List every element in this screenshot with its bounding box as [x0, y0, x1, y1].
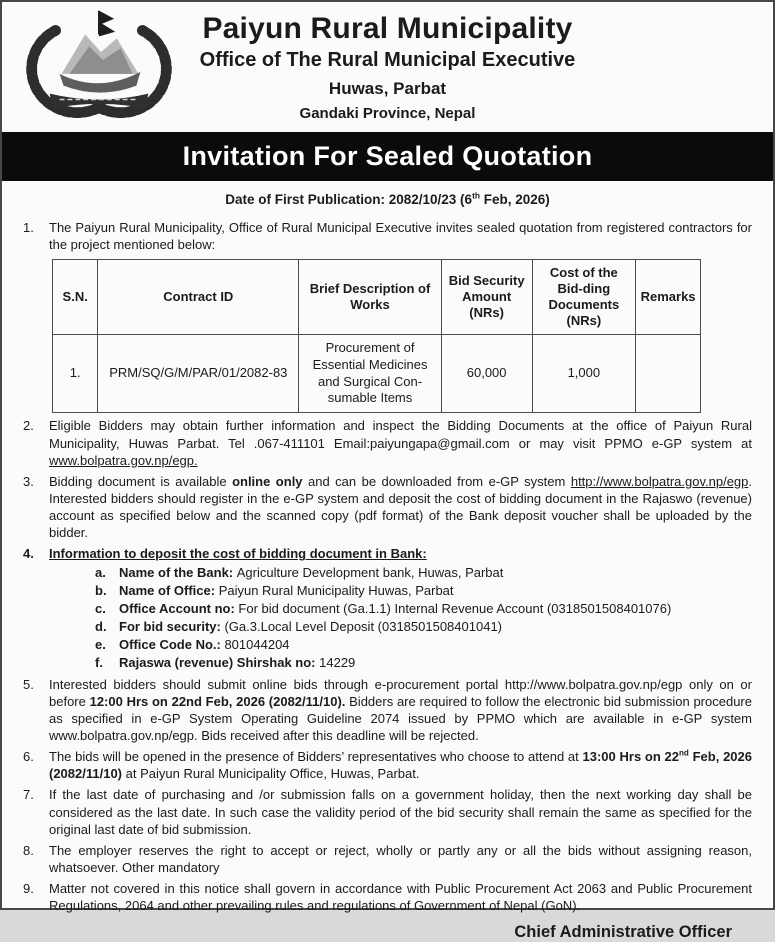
table-row: [53, 334, 701, 413]
item-text: [49, 880, 752, 914]
text-run: The bids will be opened in the presence of Bidders’ representatives who choose to attend at: [49, 749, 583, 765]
notice-item: [23, 219, 752, 253]
notice-list-intro: [23, 219, 752, 253]
sub-item-text: Name of the Bank: Agriculture Development bank, Huwas, Parbat: [119, 564, 504, 580]
notice-item: [23, 842, 752, 876]
text-run: Bidding document is available: [49, 473, 233, 489]
item-text: [49, 842, 752, 876]
table-header-row: [53, 260, 701, 334]
item-text: [49, 748, 752, 782]
item-number: 2.: [23, 418, 34, 434]
province-line: Gandaki Province, Nepal: [299, 105, 476, 122]
item-text: [49, 219, 752, 253]
text-run: Matter not covered in this notice shall govern in accordance with Public Procurement Act 2063 and Public Procurement Regulations, 2064 and other prevailing rules and regulations of Government of Nepal (GoN).: [49, 881, 752, 914]
text-run: Interested bidders should submit online bids through e-procurement portal http://www.bolpatra.gov.np/egp only on or before: [49, 676, 752, 709]
text-run: Eligible Bidders may obtain further information and inspect the Bidding Documents at the office of Paiyun Rural Municipality, Huwas Parbat. Tel .067-411101 Email:paiyungapa@gmail.com or may visit PPMO e-GP system at: [49, 418, 752, 451]
date-text: Date of First Publication: 2082/10/23 (6: [225, 192, 473, 208]
sub-item-text: Name of Office: Paiyun Rural Municipality Huwas, Parbat: [119, 582, 454, 598]
table-cell: Procurement of Essential Medicines and Surgical Con-sumable Items: [299, 334, 442, 413]
bank-detail-row: [95, 582, 752, 599]
sub-item-text: Rajaswa (revenue) Shirshak no: 14229: [119, 655, 356, 671]
item-number: 8.: [23, 842, 34, 858]
table-cell: 1,000: [532, 334, 636, 413]
notice-item: [23, 880, 752, 914]
item-number: 3.: [23, 473, 34, 489]
notice-item: [23, 676, 752, 745]
bank-detail-row: [95, 618, 752, 635]
bank-detail-row: [95, 600, 752, 617]
notice-item: [23, 545, 752, 671]
place-line: Huwas, Parbat: [328, 79, 447, 98]
item-text: [49, 473, 752, 542]
sub-item-text: Office Code No.: 801044204: [119, 637, 290, 653]
office-name: Office of The Rural Municipal Executive: [199, 49, 576, 71]
sub-item-text: For bid security: (Ga.3.Local Level Deposit (0318501508401041): [119, 619, 503, 635]
notice-item: [23, 473, 752, 542]
notice-item: [23, 417, 752, 468]
bid-table: [52, 259, 701, 413]
item-text: [49, 545, 752, 671]
text-run: The employer reserves the right to accept or reject, wholly or partly any or all the bids without assigning reason, whatsoever. Other mandatory: [49, 842, 752, 876]
text-run: and can be downloaded from e-GP system: [302, 473, 571, 489]
sub-item-letter: c.: [95, 600, 106, 616]
text-run: online only: [232, 473, 303, 489]
table-cell: 1.: [53, 334, 98, 413]
text-run: 13:00 Hrs on 22: [582, 749, 680, 765]
url-text: www.bolpatra.gov.np/egp.: [49, 452, 198, 468]
notice-item: [23, 786, 752, 837]
text-run: Information to deposit the cost of bidding document in Bank:: [49, 546, 427, 562]
table-header-cell: S.N.: [53, 260, 98, 334]
date-ordinal-sup: th: [472, 190, 480, 201]
signature-title: Chief Administrative Officer: [514, 922, 732, 941]
item-number: 4.: [23, 546, 34, 562]
item-text: [49, 417, 752, 468]
sub-item-letter: b.: [95, 582, 107, 598]
sub-item-letter: a.: [95, 564, 106, 580]
item-text: [49, 786, 752, 837]
sub-item-letter: f.: [95, 655, 103, 671]
title-banner: Invitation For Sealed Quotation: [2, 132, 773, 181]
item-number: 9.: [23, 881, 34, 897]
date-text-tail: Feb, 2026): [479, 192, 550, 208]
table-cell: [636, 334, 701, 413]
notice-body: [2, 207, 773, 942]
table-header-cell: Contract ID: [98, 260, 299, 334]
table-cell: PRM/SQ/G/M/PAR/01/2082-83: [98, 334, 299, 413]
notice-list: [23, 417, 752, 914]
text-run: nd: [679, 748, 689, 758]
text-run: at Paiyun Rural Municipality Office, Huwas, Parbat.: [122, 766, 420, 782]
table-header-cell: Brief Description of Works: [299, 260, 442, 334]
table-header-cell: Cost of the Bid-ding Documents (NRs): [532, 260, 636, 334]
item-number: 7.: [23, 787, 34, 803]
item-number: 5.: [23, 676, 34, 692]
text-run: 12:00 Hrs on 22nd Feb, 2026 (2082/11/10).: [89, 693, 346, 709]
sub-item-letter: e.: [95, 637, 106, 653]
item-text: [49, 676, 752, 745]
bank-detail-row: [95, 636, 752, 653]
notice-item: [23, 748, 752, 782]
sub-item-letter: d.: [95, 619, 107, 635]
bank-detail-row: [95, 564, 752, 581]
publication-date: [2, 192, 773, 207]
bank-detail-row: [95, 654, 752, 671]
table-header-cell: Remarks: [636, 260, 701, 334]
table-cell: 60,000: [441, 334, 532, 413]
url-text: http://www.bolpatra.gov.np/egp: [570, 473, 749, 489]
text-run: If the last date of purchasing and /or submission falls on a government holiday, then the next working day shall be considered as the last date. In such case the validity period of the bid security shall remain the same as specified for the original last date of bid submission.: [49, 787, 752, 837]
table-header-cell: Bid Security Amount (NRs): [441, 260, 532, 334]
text-run: Bidders are required to follow the electronic bid submission procedure as specified in e-GP System Operating Guideline 2074 issued by PPMO which are available in e-GP system www.bolpatra.gov.np/egp. Bids received after this deadline will be rejected.: [49, 693, 752, 744]
text-run: . Interested bidders should register in the e-GP system and deposit the cost of bidding document in the Rajaswo (revenue) account as specified below and the scanned copy (pdf format) of the Bank deposit voucher shall be uploaded by the bidder.: [49, 473, 753, 541]
text-run: The Paiyun Rural Municipality, Office of Rural Municipal Executive invites sealed quotation from registered contractors for the project mentioned below:: [49, 220, 752, 253]
org-name: Paiyun Rural Municipality: [202, 12, 573, 45]
item-number: 6.: [23, 749, 34, 765]
text-run: Feb, 2026 (2082/11/10): [49, 749, 752, 782]
item-number: 1.: [23, 220, 34, 236]
nepal-emblem-logo: [30, 8, 168, 120]
sub-item-text: Office Account no: For bid document (Ga.1.1) Internal Revenue Account (0318501508401076): [119, 600, 672, 616]
